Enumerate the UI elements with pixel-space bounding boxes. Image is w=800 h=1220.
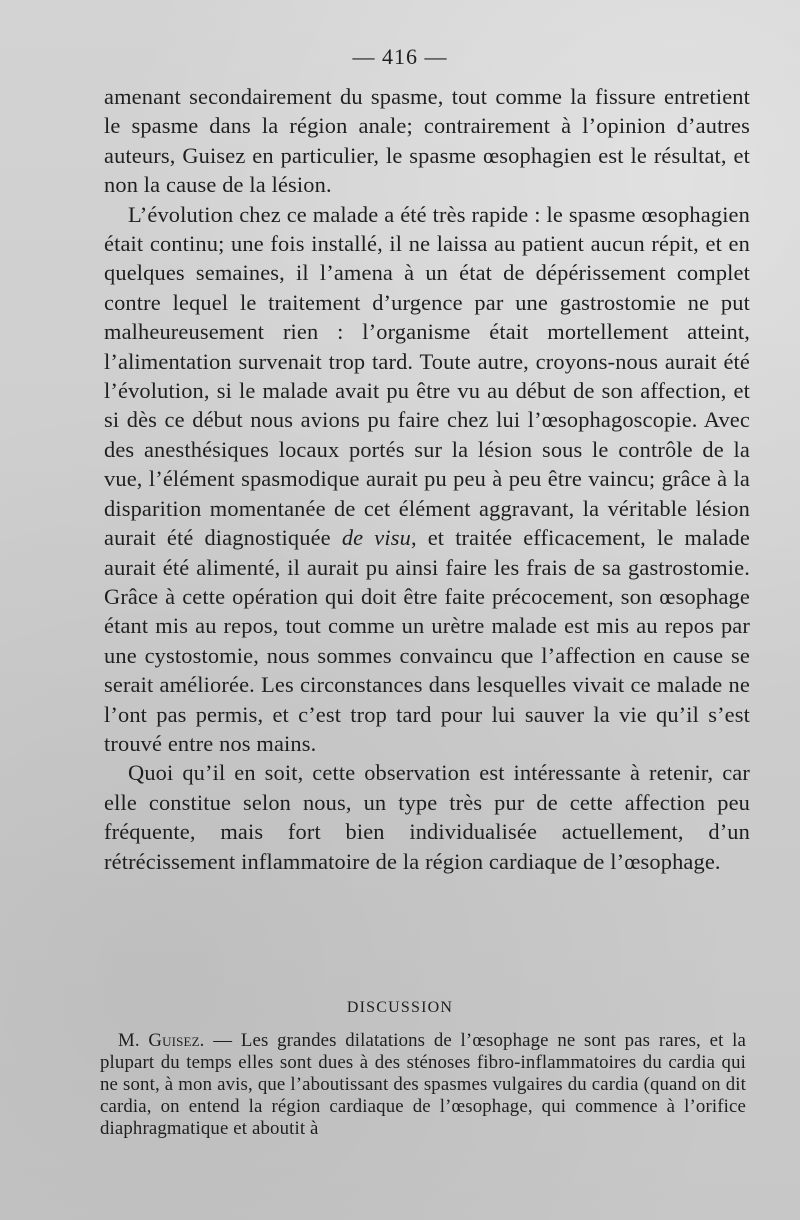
discussion-text (100, 1030, 746, 1140)
main-text (104, 82, 750, 876)
discussion-paragraph (100, 1030, 746, 1140)
paragraph-2-italic-phrase: de visu (341, 525, 411, 551)
page-number: — 416 — (352, 44, 448, 69)
paragraph-3: Quoi qu’il en soit, cette observation est intéressante à retenir, car elle constitue selon nous, un type très pur de cette affection peu fréquente, mais fort bien individualisée actuellement, d’un rétrécissement inflammatoire de la région cardiaque de l’œsophage. (104, 760, 750, 874)
paragraph-2-text-a: L’évolution chez ce malade a été très rapide : le spasme œsophagien était continu; une fois installé, il ne laissa au patient aucun répit, et en quelques semaines, il l’amena à un état de dépérissement complet contre lequel le traitement d’urgence par une gastrostomie ne put malheureusement rien : l’organisme était mortellement atteint, l’alimentation survenait trop tard. Toute autre, croyons-nous aurait été l’évolution, si le malade avait pu être vu au début de son affection, et si dès ce début nous avions pu faire chez lui l’œsophagoscopie. Avec des anesthésiques locaux portés sur la lésion sous le contrôle de la vue, l’élément spasmodique aurait pu peu à peu être vaincu; grâce à la disparition momentanée de cet élément aggravant, la véritable lésion aurait été diagnostiquée (104, 201, 750, 551)
speaker-name: M. Guisez. (118, 1030, 205, 1051)
paragraph-1: amenant secondairement du spasme, tout comme la fissure entretient le spasme dans la région anale; contrairement à l’opinion d’autres auteurs, Guisez en particulier, le spasme œsophagien est le résultat, et non la cause de la lésion. (104, 84, 750, 198)
discussion-body: — Les grandes dilatations de l’œsophage ne sont pas rares, et la plupart du temps elles sont dues à des sténoses fibro-inflammatoires du cardia qui ne sont, à mon avis, que l’aboutissant des spasmes vulgaires du cardia (quand on dit cardia, on entend la région cardiaque de l’œsophage, qui commence à l’orifice diaphragmatique et aboutit à (100, 1030, 746, 1139)
paragraph-2 (104, 200, 750, 759)
paragraph-2-text-b: , et traitée efficacement, le malade aurait été alimenté, il aurait pu ainsi faire les frais de sa gastrostomie. Grâce à cette opération qui doit être faite précocement, son œsophage étant mis au repos, tout comme un urètre malade est mis au repos par une cystostomie, nous sommes convaincu que l’affection en cause se serait améliorée. Les circonstances dans lesquelles vivait ce malade ne l’ont pas permis, et c’est trop tard pour lui sauver la vie qu’il s’est trouvé entre nos mains. (104, 525, 750, 756)
discussion-heading: DISCUSSION (346, 999, 454, 1016)
